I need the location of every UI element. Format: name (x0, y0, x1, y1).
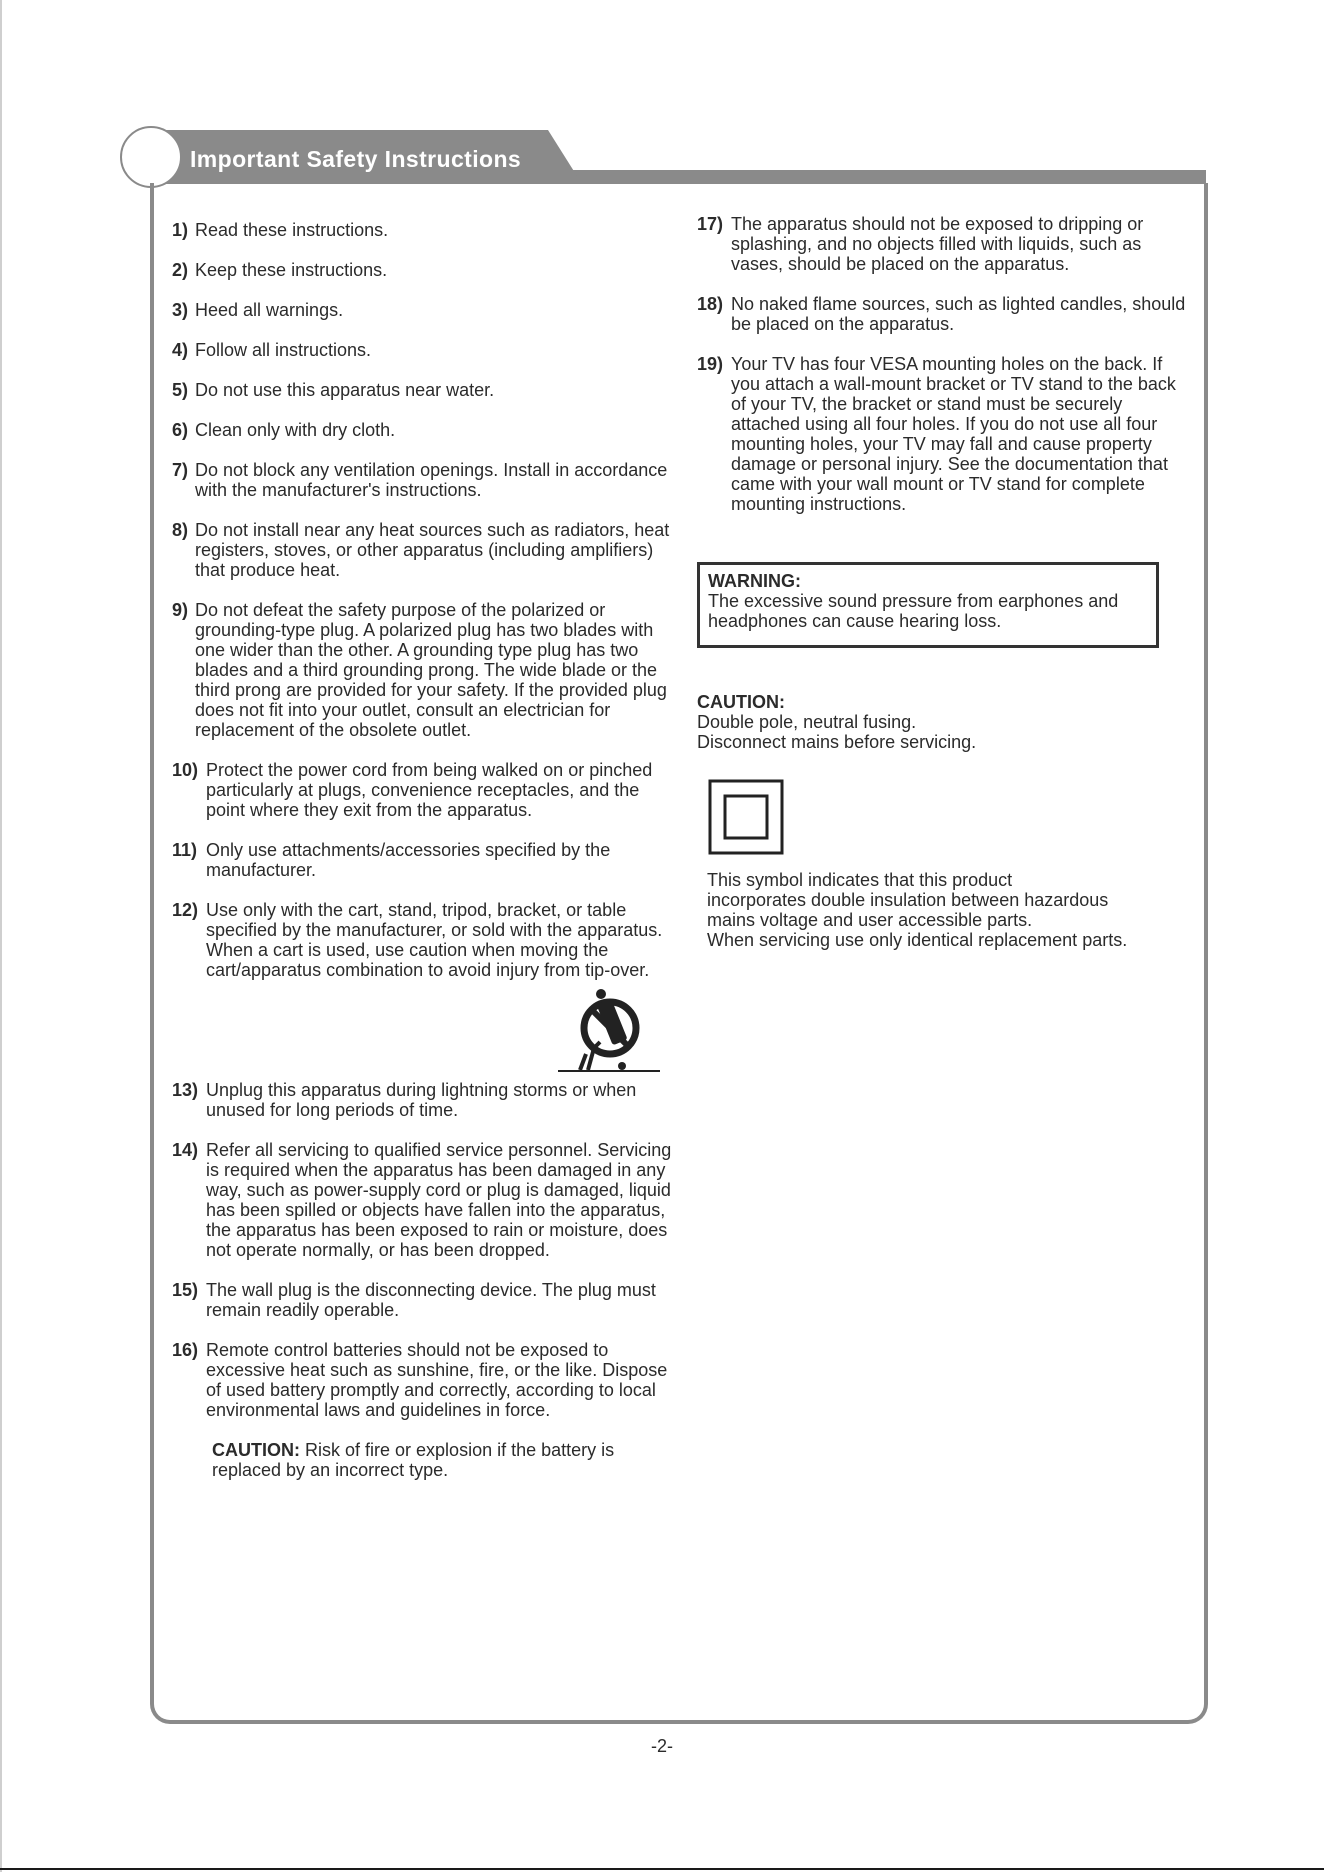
warning-box (697, 562, 1159, 648)
item-number: 6) (172, 420, 189, 440)
item-number: 4) (172, 340, 189, 360)
page-bottom-edge (0, 1868, 1324, 1870)
battery-caution-text: Risk of fire or explosion if the battery is replaced by an incorrect type. (212, 1440, 615, 1480)
item-text: Your TV has four VESA mounting holes on the back. If you attach a wall-mount bracket or TV stand to the back of your TV, the bracket or stand must be securely attached using all four holes. If you do not use all four mounting holes, your TV may fall and cause property damage or personal injury. See the documentation that came with your wall mount or TV stand for complete mounting instructions. (731, 354, 1176, 514)
item-number: 13) (172, 1080, 199, 1100)
list-item (172, 1140, 672, 1260)
list-item (172, 420, 672, 440)
list-item (697, 354, 1187, 514)
caution-label: CAUTION: (697, 692, 785, 712)
right-column (697, 214, 1187, 950)
item-number: 19) (697, 354, 724, 374)
battery-caution-label: CAUTION: (212, 1440, 300, 1460)
page-edge (0, 0, 2, 1872)
item-text: Do not block any ventilation openings. Install in accordance with the manufacturer's instructions. (195, 460, 668, 500)
left-column (172, 220, 672, 1480)
item-text: Do not install near any heat sources such as radiators, heat registers, stoves, or other apparatus (including amplifiers) that produce heat. (195, 520, 670, 580)
list-item (172, 900, 672, 980)
item-text: Use only with the cart, stand, tripod, bracket, or table specified by the manufacturer, or sold with the apparatus. When a cart is used, use caution when moving the cart/apparatus combination to avoid injury from tip-over. (206, 900, 663, 980)
caution-line: Double pole, neutral fusing. (697, 712, 917, 732)
item-number: 1) (172, 220, 189, 240)
item-number: 17) (697, 214, 724, 234)
list-item (172, 1280, 672, 1320)
battery-caution (212, 1440, 652, 1480)
item-text: Follow all instructions. (195, 340, 372, 360)
cart-tipover-warning-icon (554, 984, 664, 1076)
item-number: 15) (172, 1280, 199, 1300)
double-insulation-line: incorporates double insulation between hazardous (707, 890, 1109, 910)
list-item (172, 300, 672, 320)
item-text: Unplug this apparatus during lightning storms or when unused for long periods of time. (206, 1080, 637, 1120)
item-number: 10) (172, 760, 199, 780)
list-item (172, 840, 672, 880)
item-text: Remote control batteries should not be exposed to excessive heat such as sunshine, fire, or the like. Dispose of used battery promptly and correctly, according to local environmental laws and guidelines in force. (206, 1340, 668, 1420)
item-text: Read these instructions. (195, 220, 389, 240)
item-number: 3) (172, 300, 189, 320)
item-text: Refer all servicing to qualified service personnel. Servicing is required when the apparatus has been damaged in any way, such as power-supply cord or plug is damaged, liquid has been spilled or objects have fallen into the apparatus, the apparatus has been exposed to rain or moisture, does not operate normally, or has been dropped. (206, 1140, 672, 1260)
item-number: 2) (172, 260, 189, 280)
item-text: Keep these instructions. (195, 260, 388, 280)
caution-line: Disconnect mains before servicing. (697, 732, 977, 752)
list-item (697, 214, 1187, 274)
item-number: 5) (172, 380, 189, 400)
item-text: Clean only with dry cloth. (195, 420, 396, 440)
warning-label: WARNING: (708, 571, 801, 591)
item-text: Do not defeat the safety purpose of the polarized or grounding-type plug. A polarized plug has two blades with one wider than the other. A grounding type plug has two blades and a third grounding prong. The wide blade or the third prong are provided for your safety. If the provided plug does not fit into your outlet, consult an electrician for replacement of the obsolete outlet. (195, 600, 667, 740)
item-text: Only use attachments/accessories specified by the manufacturer. (206, 840, 611, 880)
item-text: The wall plug is the disconnecting device. The plug must remain readily operable. (206, 1280, 656, 1320)
list-item (172, 380, 672, 400)
list-item (172, 220, 672, 240)
item-text: No naked flame sources, such as lighted candles, should be placed on the apparatus. (731, 294, 1186, 334)
item-number: 16) (172, 1340, 199, 1360)
item-text: Heed all warnings. (195, 300, 344, 320)
list-item (172, 340, 672, 360)
item-number: 14) (172, 1140, 199, 1160)
item-text: Do not use this apparatus near water. (195, 380, 495, 400)
list-item (172, 1080, 672, 1120)
caution-block (697, 692, 1187, 752)
list-item (697, 294, 1187, 334)
list-item (172, 520, 672, 580)
item-text: The apparatus should not be exposed to dripping or splashing, and no objects filled with liquids, such as vases, should be placed on the apparatus. (731, 214, 1144, 274)
item-number: 12) (172, 900, 199, 920)
page-number: -2- (651, 1736, 673, 1756)
cart-warning-area (172, 980, 672, 1080)
page-title: Important Safety Instructions (190, 146, 522, 172)
warning-text: The excessive sound pressure from earphones and headphones can cause hearing loss. (708, 591, 1119, 631)
item-number: 7) (172, 460, 189, 480)
double-insulation-text (707, 870, 1187, 950)
item-text: Protect the power cord from being walked on or pinched particularly at plugs, convenience receptacles, and the point where they exit from the apparatus. (206, 760, 653, 820)
list-item (172, 600, 672, 740)
item-number: 18) (697, 294, 724, 314)
header-circle (120, 126, 182, 188)
list-item (172, 760, 672, 820)
double-insulation-line: mains voltage and user accessible parts. (707, 910, 1033, 930)
item-number: 11) (172, 840, 198, 860)
double-insulation-line: This symbol indicates that this product (707, 870, 1013, 890)
double-insulation-icon (707, 778, 787, 858)
list-item (172, 1340, 672, 1420)
list-item (172, 460, 672, 500)
item-number: 8) (172, 520, 189, 540)
list-item (172, 260, 672, 280)
double-insulation-line: When servicing use only identical replacement parts. (707, 930, 1128, 950)
item-number: 9) (172, 600, 189, 620)
